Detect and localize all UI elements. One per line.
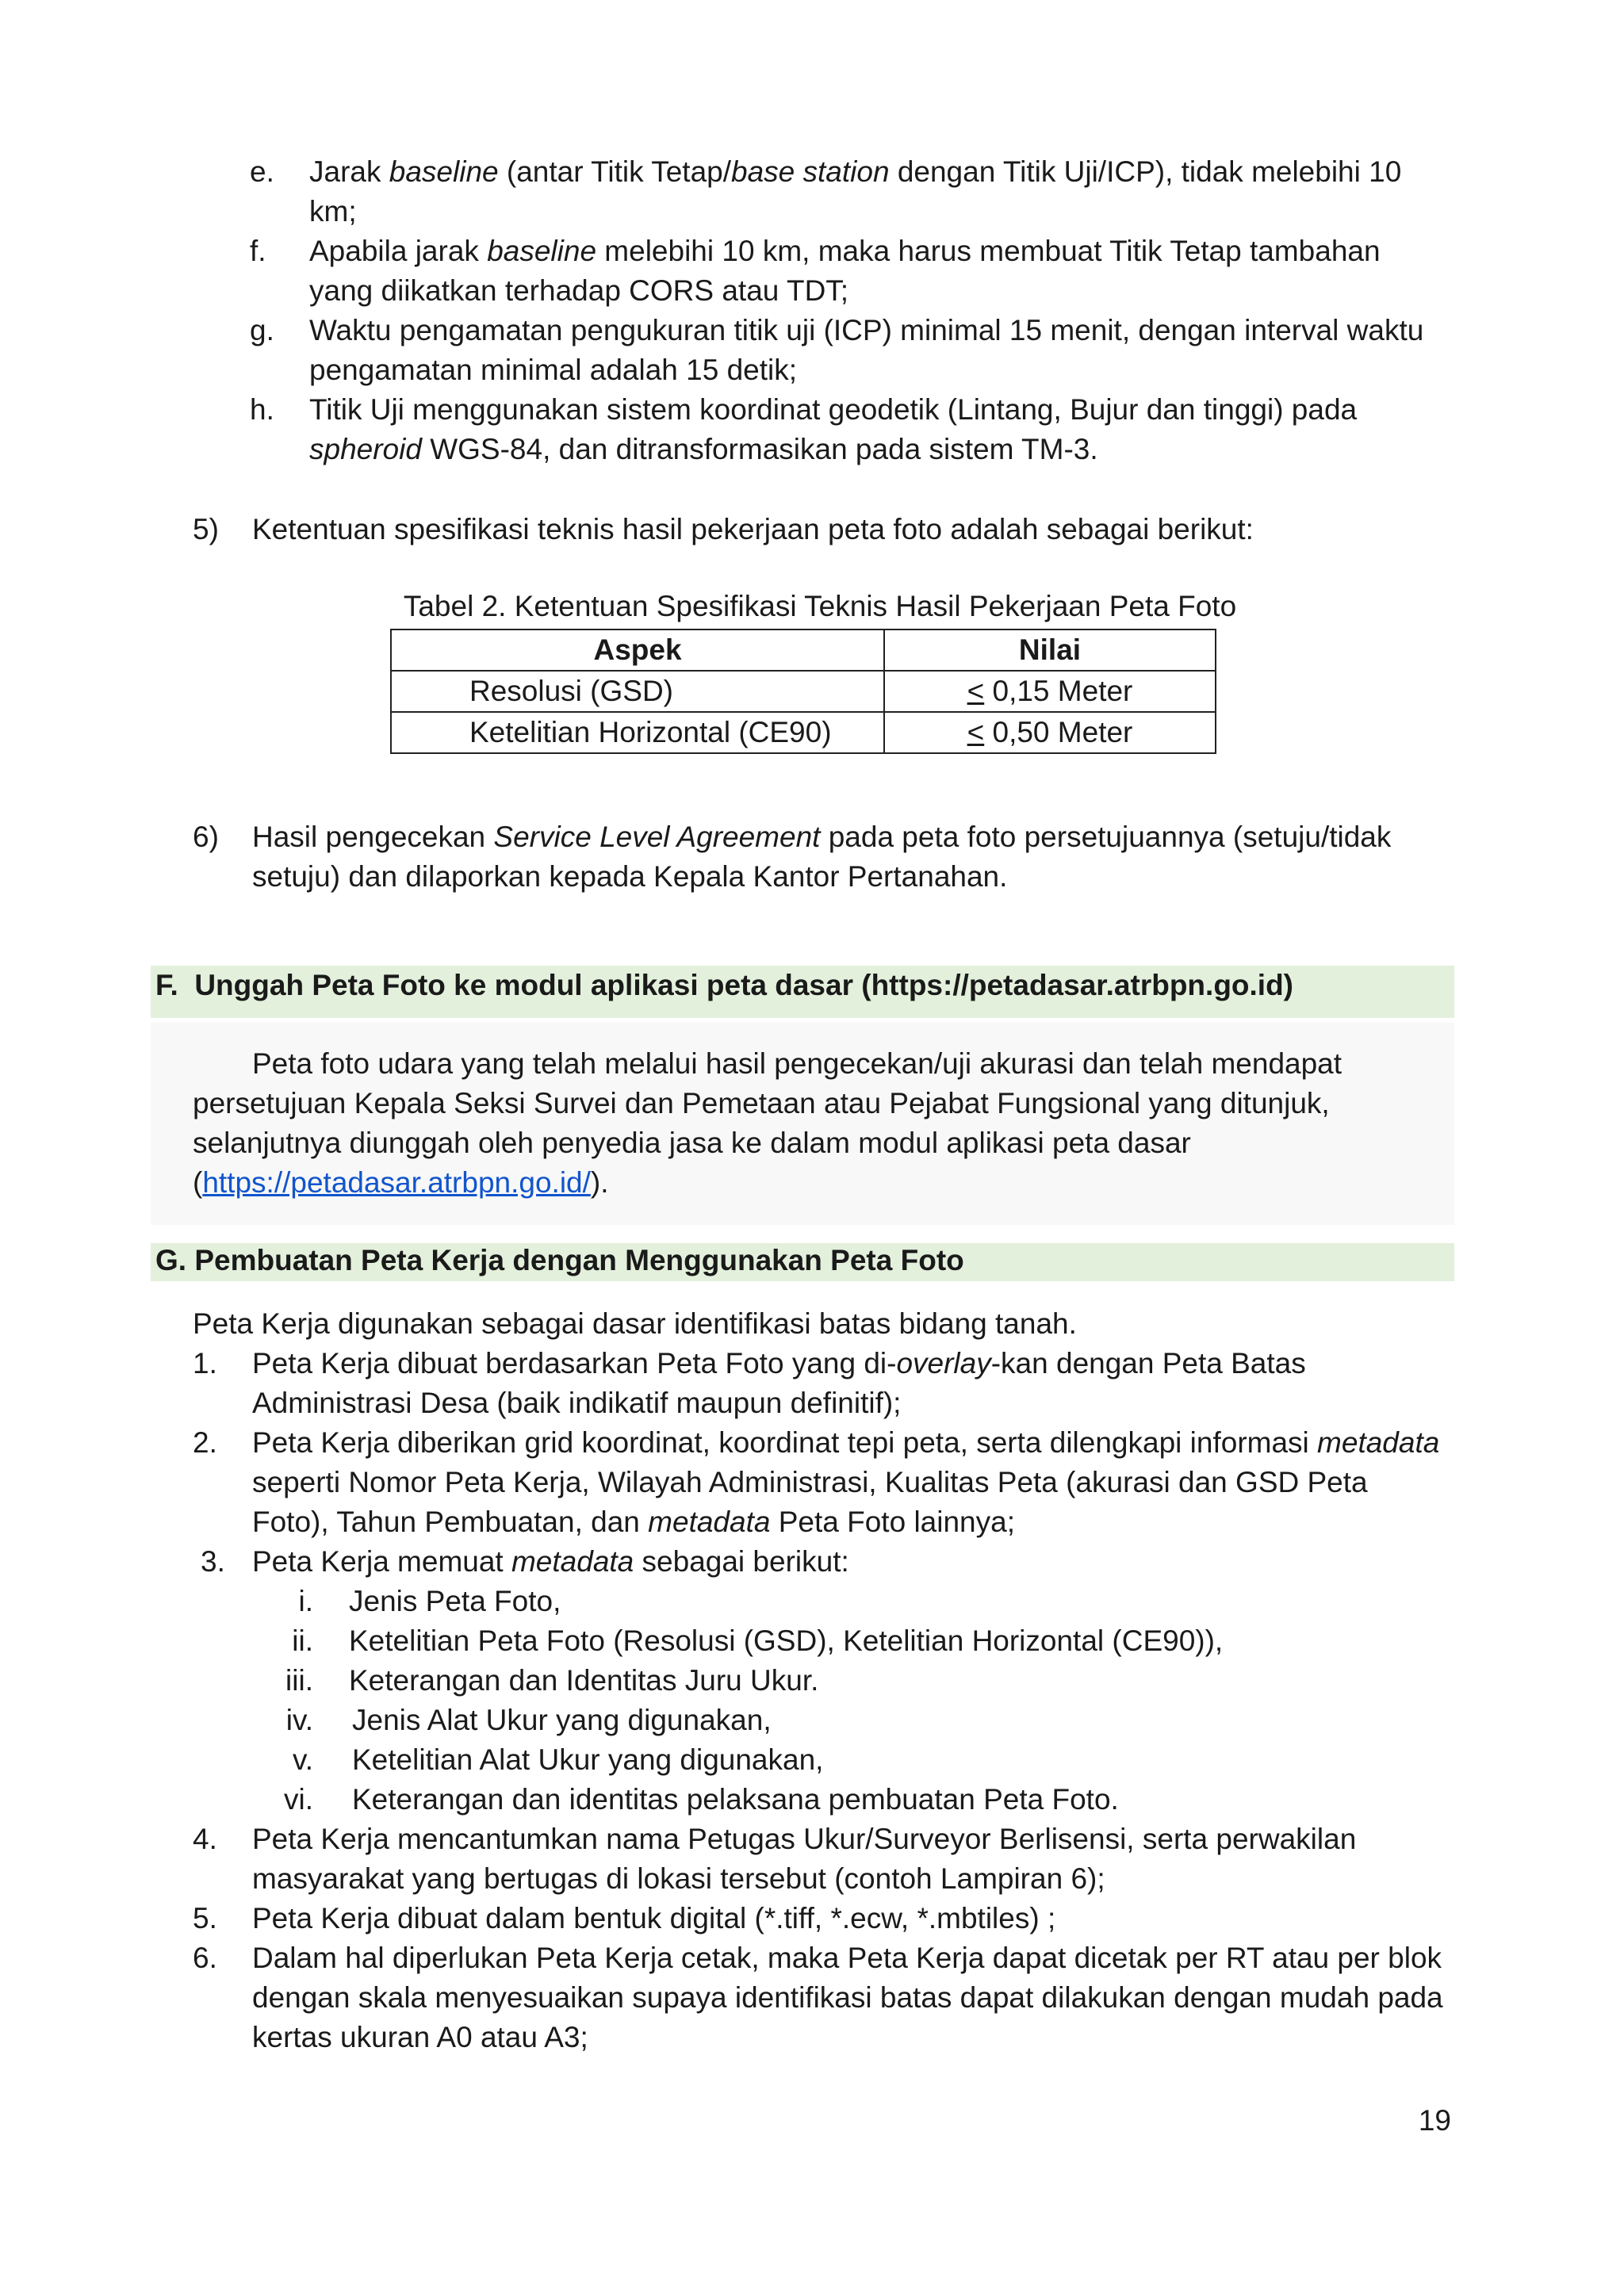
table-cell-nilai: < 0,15 Meter	[884, 671, 1216, 712]
g-item-3-line1: Peta Kerja memuat metadata sebagai berikut:	[252, 1545, 849, 1578]
list-marker-e: e.	[250, 155, 274, 188]
g-item-6-line1: Dalam hal diperlukan Peta Kerja cetak, maka Peta Kerja dapat dicetak per RT atau per blok	[252, 1942, 1442, 1974]
item-5-text: Ketentuan spesifikasi teknis hasil pekerjaan peta foto adalah sebagai berikut:	[252, 513, 1254, 545]
item-6-line2: setuju) dan dilaporkan kepada Kepala Kantor Pertanahan.	[252, 860, 1008, 893]
petadasar-link[interactable]: https://petadasar.atrbpn.go.id/	[202, 1166, 591, 1199]
table-caption: Tabel 2. Ketentuan Spesifikasi Teknis Hasil Pekerjaan Peta Foto	[403, 590, 1237, 622]
sub-item-text: Ketelitian Peta Foto (Resolusi (GSD), Ketelitian Horizontal (CE90)),	[349, 1624, 1224, 1657]
g-item-5-line1: Peta Kerja dibuat dalam bentuk digital (*.tiff, *.ecw, *.mbtiles) ;	[252, 1902, 1056, 1934]
sub-item-marker: iii.	[285, 1664, 313, 1697]
table-row	[391, 671, 1216, 712]
list-marker-h: h.	[250, 393, 274, 426]
g-item-6-line2: dengan skala menyesuaikan supaya identifikasi batas dapat dilakukan dengan mudah pada	[252, 1981, 1443, 2014]
sub-item-marker: v.	[292, 1743, 313, 1776]
sub-item-marker: vi.	[284, 1783, 313, 1816]
sub-item-text: Jenis Alat Ukur yang digunakan,	[352, 1704, 772, 1736]
section-f-line2: persetujuan Kepala Seksi Survei dan Pemetaan atau Pejabat Fungsional yang ditunjuk,	[193, 1087, 1330, 1119]
g-item-6-line3: kertas ukuran A0 atau A3;	[252, 2021, 588, 2053]
sub-item-text: Keterangan dan identitas pelaksana pembuatan Peta Foto.	[352, 1783, 1119, 1816]
list-item-f-line2: yang diikatkan terhadap CORS atau TDT;	[309, 274, 849, 307]
spec-table	[390, 629, 1216, 754]
section-f-line3: selanjutnya diunggah oleh penyedia jasa ke dalam modul aplikasi peta dasar	[193, 1127, 1191, 1159]
list-item-h-line1: Titik Uji menggunakan sistem koordinat geodetik (Lintang, Bujur dan tinggi) pada	[309, 393, 1358, 426]
list-item-g-line2: pengamatan minimal adalah 15 detik;	[309, 354, 797, 386]
sub-item-text: Jenis Peta Foto,	[349, 1585, 561, 1617]
g-item-2-line3: Foto), Tahun Pembuatan, dan metadata Peta Foto lainnya;	[252, 1506, 1015, 1538]
table-cell-nilai: < 0,50 Meter	[884, 712, 1216, 753]
g-item-1-line1: Peta Kerja dibuat berdasarkan Peta Foto yang di-overlay-kan dengan Peta Batas	[252, 1347, 1306, 1380]
g-item-2-marker: 2.	[193, 1426, 217, 1459]
sub-item-text: Keterangan dan Identitas Juru Ukur.	[349, 1664, 819, 1697]
table-row	[391, 712, 1216, 753]
item-5-marker: 5)	[193, 513, 219, 545]
g-item-2-line1: Peta Kerja diberikan grid koordinat, koordinat tepi peta, serta dilengkapi informasi metadata	[252, 1426, 1440, 1459]
section-g-intro: Peta Kerja digunakan sebagai dasar identifikasi batas bidang tanah.	[193, 1307, 1077, 1340]
section-f-line1: Peta foto udara yang telah melalui hasil pengecekan/uji akurasi dan telah mendapat	[252, 1047, 1342, 1080]
g-item-4-line2: masyarakat yang bertugas di lokasi tersebut (contoh Lampiran 6);	[252, 1862, 1105, 1895]
section-f-line4: (https://petadasar.atrbpn.go.id/).	[193, 1166, 609, 1199]
list-item-g-line1: Waktu pengamatan pengukuran titik uji (ICP) minimal 15 menit, dengan interval waktu	[309, 314, 1424, 346]
list-item-e-line2: km;	[309, 195, 357, 228]
table-header-row	[391, 629, 1216, 671]
list-marker-f: f.	[250, 235, 266, 267]
sub-item-marker: i.	[298, 1585, 313, 1617]
g-item-1-line2: Administrasi Desa (baik indikatif maupun definitif);	[252, 1387, 902, 1419]
table-header-aspek: Aspek	[391, 629, 884, 671]
g-item-5-marker: 5.	[193, 1902, 217, 1934]
g-item-3-marker: 3.	[201, 1545, 225, 1578]
table-header-nilai: Nilai	[884, 629, 1216, 671]
list-item-e-line1: Jarak baseline (antar Titik Tetap/base station dengan Titik Uji/ICP), tidak melebihi 10	[309, 155, 1402, 188]
item-6-line1: Hasil pengecekan Service Level Agreement pada peta foto persetujuannya (setuju/tidak	[252, 821, 1392, 853]
list-item-h-line2: spheroid WGS-84, dan ditransformasikan pada sistem TM-3.	[309, 433, 1098, 465]
sub-item-marker: ii.	[292, 1624, 313, 1657]
sub-item-text: Ketelitian Alat Ukur yang digunakan,	[352, 1743, 824, 1776]
g-item-4-line1: Peta Kerja mencantumkan nama Petugas Ukur/Surveyor Berlisensi, serta perwakilan	[252, 1823, 1357, 1855]
g-item-4-marker: 4.	[193, 1823, 217, 1855]
sub-item-marker: iv.	[285, 1704, 313, 1736]
item-6-marker: 6)	[193, 821, 219, 853]
g-item-2-line2: seperti Nomor Peta Kerja, Wilayah Administrasi, Kualitas Peta (akurasi dan GSD Peta	[252, 1466, 1368, 1498]
section-f-title: F. Unggah Peta Foto ke modul aplikasi peta dasar (https://petadasar.atrbpn.go.id)	[155, 969, 1293, 1001]
section-g-title: G. Pembuatan Peta Kerja dengan Menggunakan Peta Foto	[155, 1244, 964, 1276]
g-item-1-marker: 1.	[193, 1347, 217, 1380]
table-cell-aspek: Resolusi (GSD)	[391, 671, 884, 712]
list-marker-g: g.	[250, 314, 274, 346]
page-number: 19	[1418, 2104, 1451, 2137]
table-cell-aspek: Ketelitian Horizontal (CE90)	[391, 712, 884, 753]
g-item-6-marker: 6.	[193, 1942, 217, 1974]
list-item-f-line1: Apabila jarak baseline melebihi 10 km, maka harus membuat Titik Tetap tambahan	[309, 235, 1381, 267]
